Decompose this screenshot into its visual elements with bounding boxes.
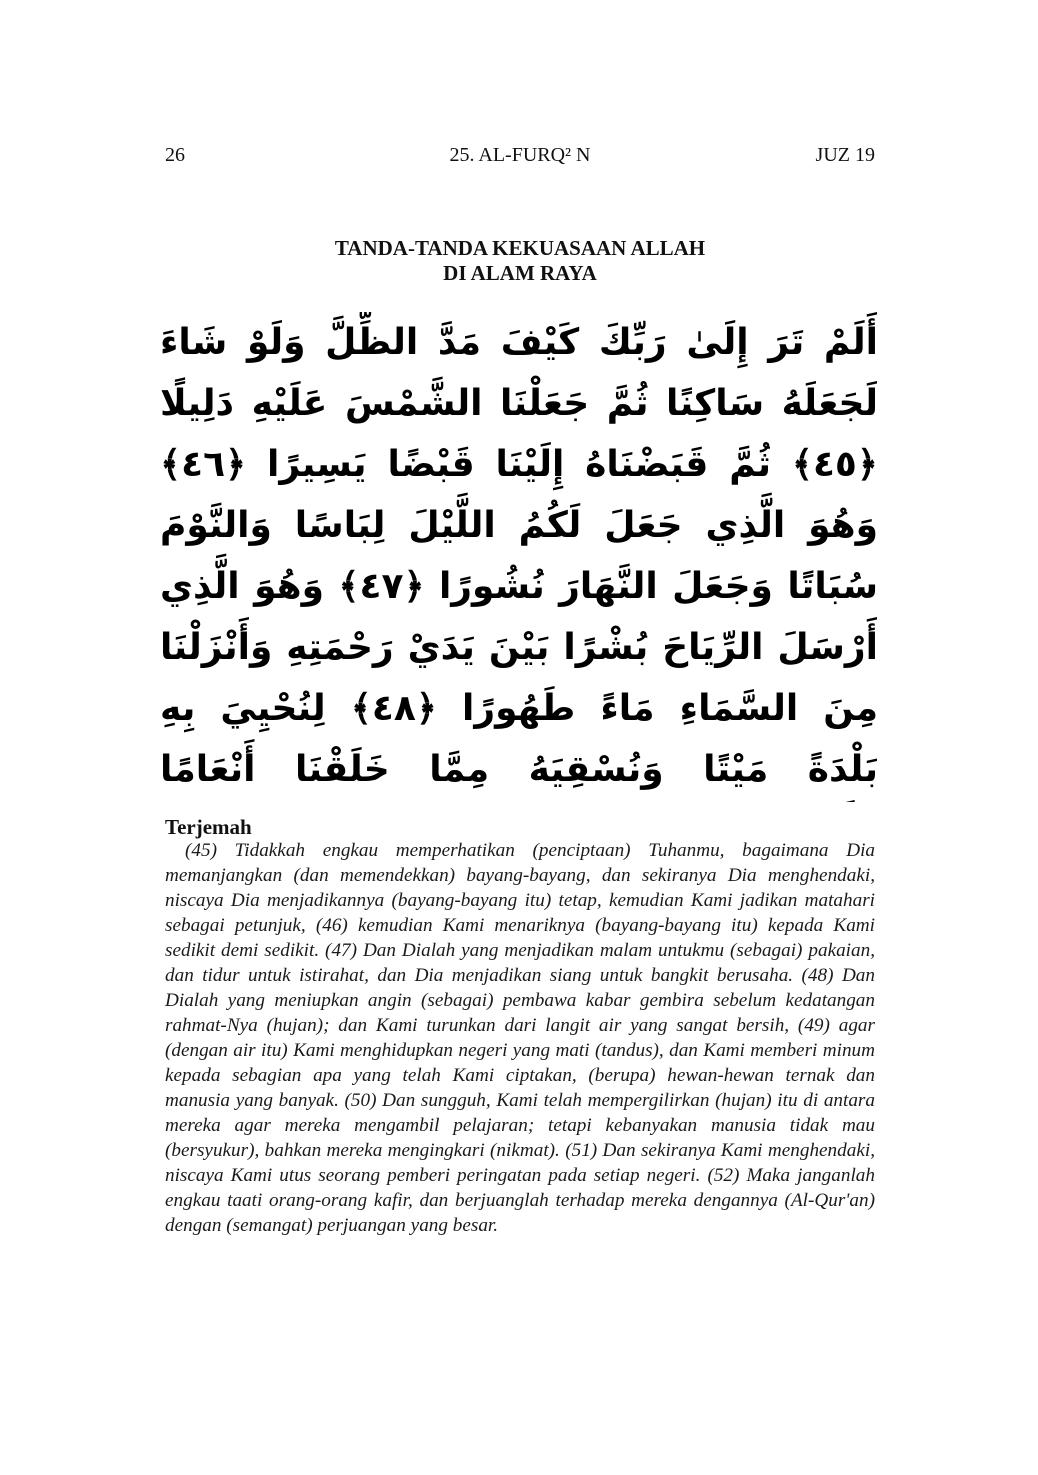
page-header <box>165 144 875 174</box>
juz-label: JUZ 19 <box>815 144 875 166</box>
page-number: 26 <box>165 144 185 166</box>
section-title <box>165 236 875 286</box>
section-title-line1: TANDA-TANDA KEKUASAAN ALLAH <box>334 236 706 260</box>
section-title-line2: DI ALAM RAYA <box>443 261 597 285</box>
translation-heading: Terjemah <box>165 815 252 839</box>
surah-title: 25. AL-FURQ² N <box>449 144 591 166</box>
arabic-verses: أَلَمْ تَرَ إِلَىٰ رَبِّكَ كَيْفَ مَدَّ الظِّلَّ وَلَوْ شَاءَ لَجَعَلَهُ سَاكِنًا ثُمَّ جَعَلْنَا الشَّمْسَ عَلَيْهِ دَلِيلًا ﴿٤٥﴾ ثُمَّ قَبَضْنَاهُ إِلَيْنَا قَبْضًا يَسِيرًا ﴿٤٦﴾ وَهُوَ الَّذِي جَعَلَ لَكُمُ اللَّيْلَ لِبَاسًا وَالنَّوْمَ سُبَاتًا وَجَعَلَ النَّهَارَ نُشُورًا ﴿٤٧﴾ وَهُوَ الَّذِي أَرْسَلَ الرِّيَاحَ بُشْرًا بَيْنَ يَدَيْ رَحْمَتِهِ وَأَنْزَلْنَا مِنَ السَّمَاءِ مَاءً طَهُورًا ﴿٤٨﴾ لِنُحْيِيَ بِهِ بَلْدَةً مَيْتًا وَنُسْقِيَهُ مِمَّا خَلَقْنَا أَنْعَامًا <box>160 322 878 790</box>
translation-text: (45) Tidakkah engkau memperhatikan (penciptaan) Tuhanmu, bagaimana Dia memanjangkan (dan memendekkan) bayang-bayang, dan sekiranya Dia menghendaki, niscaya Dia menjadikannya (bayang-bayang itu) tetap, kemudian Kami jadikan matahari sebagai petunjuk, (46) kemudian Kami menariknya (bayang-bayang itu) kepada Kami sedikit demi sedikit. (47) Dan Dialah yang menjadikan malam untukmu (sebagai) pakaian, dan tidur untuk istirahat, dan Dia menjadikan siang untuk bangkit berusaha. (48) Dan Dialah yang meniupkan angin (sebagai) pembawa kabar gembira sebelum kedatangan rahmat-Nya (hujan); dan Kami turunkan dari langit air yang sangat bersih, (49) agar (dengan air itu) Kami menghidupkan negeri yang mati (tandus), dan Kami memberi minum kepada sebagian apa yang telah Kami ciptakan, (berupa) hewan-hewan ternak dan manusia yang banyak. (50) Dan sungguh, Kami telah mempergilirkan (hujan) itu di antara mereka agar mereka mengambil pelajaran; tetapi kebanyakan manusia tidak mau (bersyukur), bahkan mereka mengingkari (nikmat). (51) Dan sekiranya Kami menghendaki, niscaya Kami utus seorang pemberi peringatan pada setiap negeri. (52) Maka janganlah engkau taati orang-orang kafir, dan berjuanglah terhadap mereka dengannya (Al-Qur'an) dengan (semangat) perjuangan yang besar. <box>165 840 875 1236</box>
